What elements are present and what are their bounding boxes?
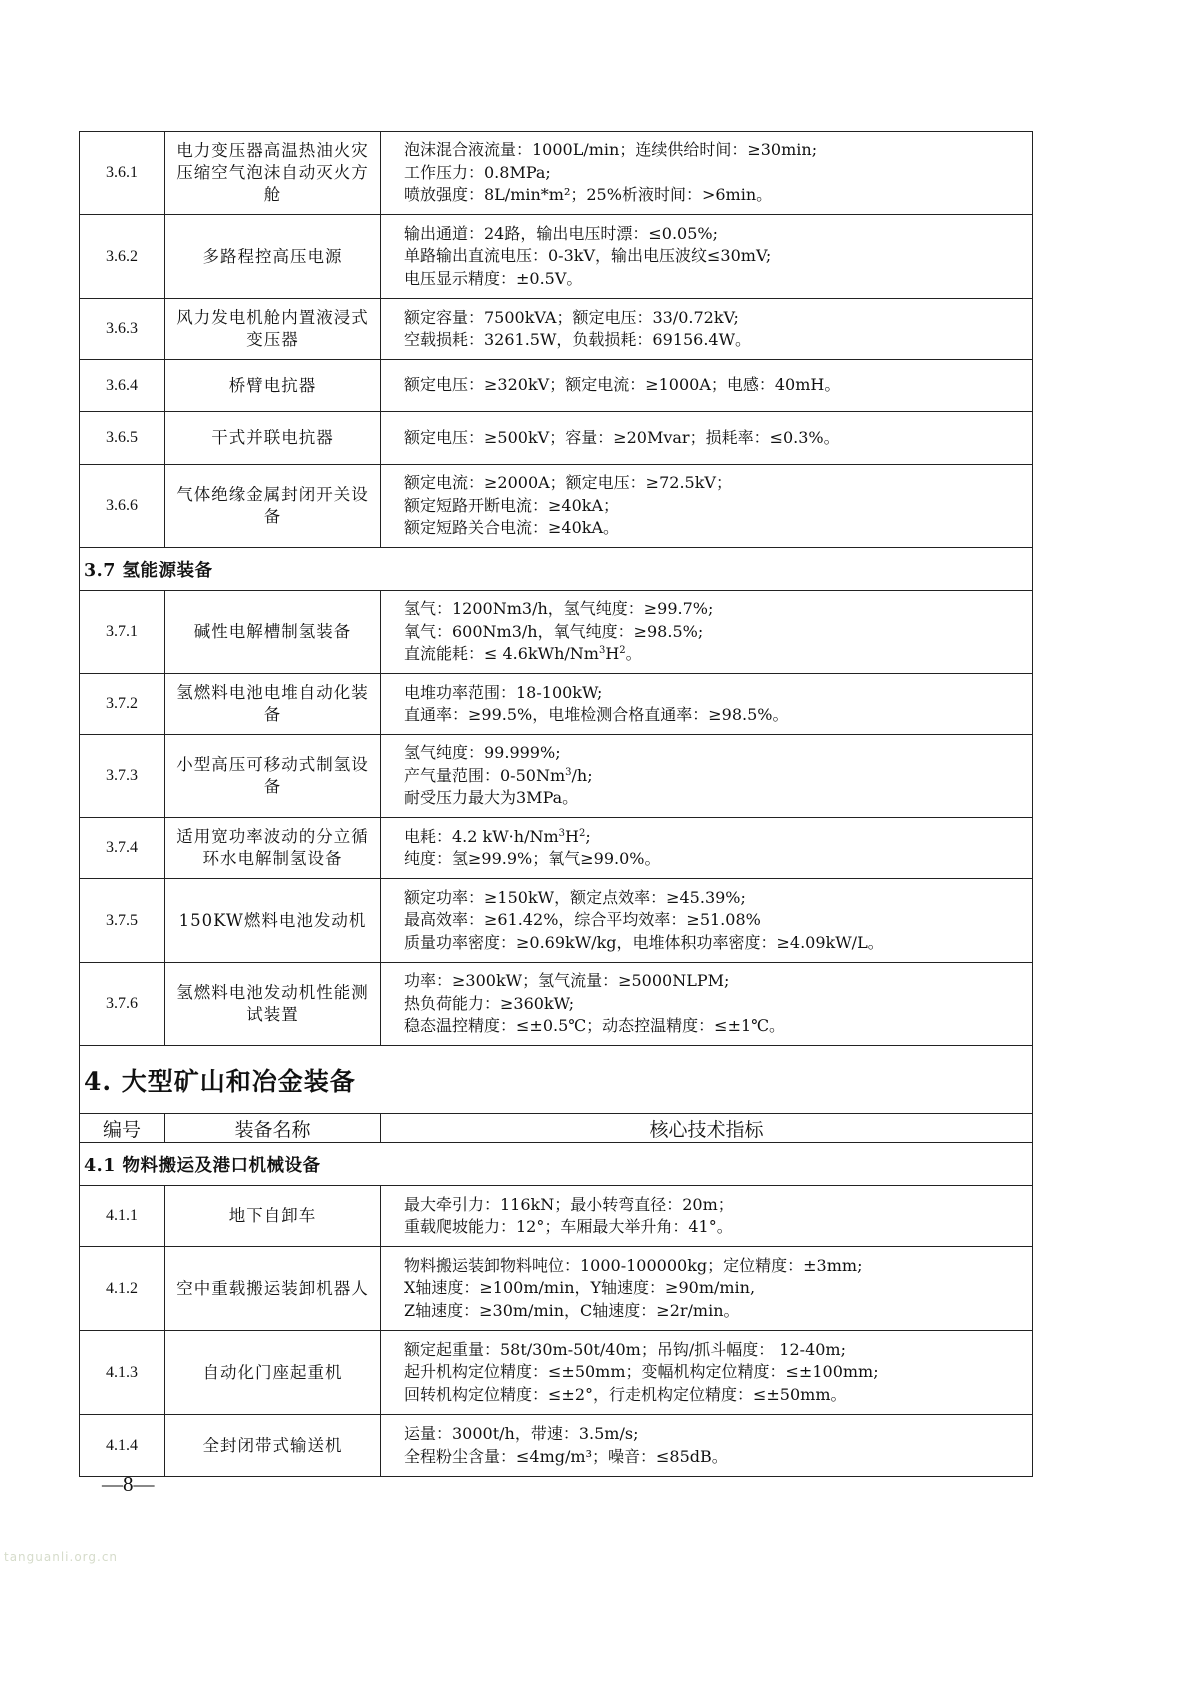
table-row (80, 412, 1033, 465)
item-number: 4.1.3 (80, 1331, 165, 1415)
table-row (80, 674, 1033, 735)
header-name: 装备名称 (165, 1114, 381, 1143)
equipment-name: 适用宽功率波动的分立循环水电解制氢设备 (165, 818, 381, 879)
tech-spec: 物料搬运装卸物料吨位：1000-100000kg；定位精度：±3mm; X轴速度：≥100m/min，Y轴速度：≥90m/min, Z轴速度：≥30m/min，C轴速度：≥2r/min。 (381, 1247, 1033, 1331)
chapter-row (80, 1046, 1033, 1114)
header-row (80, 1114, 1033, 1143)
equipment-name: 自动化门座起重机 (165, 1331, 381, 1415)
item-number: 3.7.1 (80, 591, 165, 674)
tech-spec: 运量：3000t/h，带速：3.5m/s; 全程粉尘含量：≤4mg/m³；噪音：≤85dB。 (381, 1415, 1033, 1477)
item-number: 3.6.1 (80, 132, 165, 215)
item-number: 3.7.6 (80, 963, 165, 1046)
equipment-name: 小型高压可移动式制氢设备 (165, 735, 381, 818)
equipment-name: 干式并联电抗器 (165, 412, 381, 465)
power-consumption-line: 电耗：4.2 $kW\cdot h/Nm^3H^2$; (404, 826, 591, 846)
tech-spec: 氢气纯度：99.999%; 产气量范围：0-50Nm$^3$/h; 耐受压力最大为3MPa。 (381, 735, 1033, 818)
section-title-4-1: 4.1 物料搬运及港口机械设备 (80, 1143, 1033, 1186)
header-number: 编号 (80, 1114, 165, 1143)
section-row (80, 548, 1033, 591)
equipment-name: 氢燃料电池发动机性能测试装置 (165, 963, 381, 1046)
table-row (80, 299, 1033, 360)
section-row (80, 1143, 1033, 1186)
item-number: 3.6.2 (80, 215, 165, 299)
tech-spec: 最大牵引力：116kN；最小转弯直径：20m； 重载爬坡能力：12°；车厢最大举升角：41°。 (381, 1186, 1033, 1247)
equipment-name: 碱性电解槽制氢装备 (165, 591, 381, 674)
equipment-name: 150KW燃料电池发动机 (165, 879, 381, 963)
table-row (80, 1186, 1033, 1247)
table-row (80, 1415, 1033, 1477)
chapter-title-4: 4. 大型矿山和冶金装备 (80, 1046, 1033, 1114)
equipment-name: 电力变压器高温热油火灾压缩空气泡沫自动灭火方舱 (165, 132, 381, 215)
item-number: 3.6.3 (80, 299, 165, 360)
tech-spec: 额定电压：≥320kV；额定电流：≥1000A；电感：40mH。 (381, 360, 1033, 412)
tech-spec: 额定容量：7500kVA；额定电压：33/0.72kV; 空载损耗：3261.5W，负载损耗：69156.4W。 (381, 299, 1033, 360)
spec-table-sheet (79, 131, 1032, 1477)
equipment-name: 氢燃料电池电堆自动化装备 (165, 674, 381, 735)
item-number: 4.1.2 (80, 1247, 165, 1331)
equipment-name: 气体绝缘金属封闭开关设备 (165, 465, 381, 548)
equipment-name: 地下自卸车 (165, 1186, 381, 1247)
table-row (80, 963, 1033, 1046)
item-number: 3.7.4 (80, 818, 165, 879)
tech-spec: 额定电压：≥500kV；容量：≥20Mvar；损耗率：≤0.3%。 (381, 412, 1033, 465)
item-number: 3.7.3 (80, 735, 165, 818)
item-number: 3.6.6 (80, 465, 165, 548)
item-number: 3.7.5 (80, 879, 165, 963)
table-row (80, 132, 1033, 215)
tech-spec: 输出通道：24路，输出电压时漂：≤0.05%; 单路输出直流电压：0-3kV，输出电压波纹≤30mV; 电压显示精度：±0.5V。 (381, 215, 1033, 299)
equipment-name: 全封闭带式输送机 (165, 1415, 381, 1477)
item-number: 3.6.4 (80, 360, 165, 412)
tech-spec: 额定起重量：58t/30m-50t/40m；吊钩/抓斗幅度： 12-40m; 起升机构定位精度：≤±50mm；变幅机构定位精度：≤±100mm; 回转机构定位精度：≤±2°，行走机构定位精度：≤±50mm。 (381, 1331, 1033, 1415)
table-row (80, 735, 1033, 818)
table-row (80, 1331, 1033, 1415)
item-number: 4.1.4 (80, 1415, 165, 1477)
tech-spec: 泡沫混合液流量：1000L/min；连续供给时间：≥30min; 工作压力：0.8MPa; 喷放强度：8L/min*m²；25%析液时间：>6min。 (381, 132, 1033, 215)
equipment-name: 风力发电机舱内置液浸式变压器 (165, 299, 381, 360)
table-row (80, 591, 1033, 674)
equipment-name: 桥臂电抗器 (165, 360, 381, 412)
table-row (80, 360, 1033, 412)
item-number: 3.7.2 (80, 674, 165, 735)
table-row (80, 1247, 1033, 1331)
item-number: 3.6.5 (80, 412, 165, 465)
gas-output-line: 产气量范围：0-50Nm$^3$/h; (404, 765, 593, 785)
watermark-text: tanguanli.org.cn (4, 1550, 119, 1564)
tech-spec: 功率：≥300kW；氢气流量：≥5000NLPM; 热负荷能力：≥360kW; 稳态温控精度：≤±0.5℃；动态控温精度：≤±1℃。 (381, 963, 1033, 1046)
section-title-3-7: 3.7 氢能源装备 (80, 548, 1033, 591)
tech-spec: 电堆功率范围：18-100kW; 直通率：≥99.5%，电堆检测合格直通率：≥98.5%。 (381, 674, 1033, 735)
tech-spec: 氢气：1200Nm3/h，氢气纯度：≥99.7%; 氧气：600Nm3/h，氧气纯度：≥98.5%; 直流能耗：≤ $4.6kWh/Nm^3H^2$。 (381, 591, 1033, 674)
equipment-name: 多路程控高压电源 (165, 215, 381, 299)
header-spec: 核心技术指标 (381, 1114, 1033, 1143)
energy-line: 直流能耗：≤ $4.6kWh/Nm^3H^2$。 (404, 644, 642, 664)
equipment-name: 空中重载搬运装卸机器人 (165, 1247, 381, 1331)
tech-spec: 额定功率：≥150kW，额定点效率：≥45.39%; 最高效率：≥61.42%，综合平均效率：≥51.08% 质量功率密度：≥0.69kW/kg，电堆体积功率密度：≥4.09kW/L。 (381, 879, 1033, 963)
tech-spec: 电耗：4.2 $kW\cdot h/Nm^3H^2$; 纯度：氢≥99.9%；氧气≥99.0%。 (381, 818, 1033, 879)
page-number: —8— (102, 1472, 155, 1496)
item-number: 4.1.1 (80, 1186, 165, 1247)
table-row (80, 215, 1033, 299)
table-row (80, 818, 1033, 879)
equipment-spec-table (79, 131, 1033, 1477)
table-row (80, 465, 1033, 548)
table-row (80, 879, 1033, 963)
tech-spec: 额定电流：≥2000A；额定电压：≥72.5kV； 额定短路开断电流：≥40kA； 额定短路关合电流：≥40kA。 (381, 465, 1033, 548)
